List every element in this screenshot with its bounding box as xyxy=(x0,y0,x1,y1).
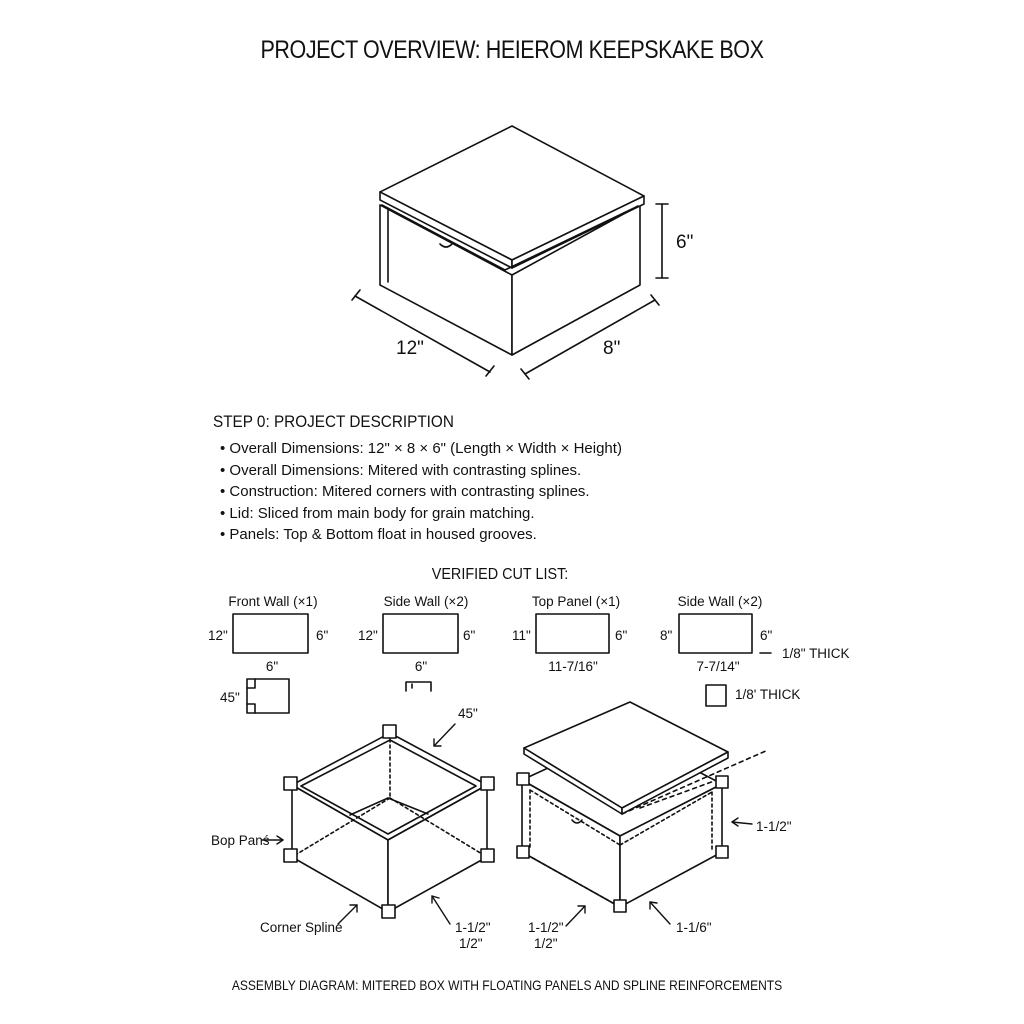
assembly-angle-label: 45" xyxy=(458,706,478,721)
lidded-box-assembly xyxy=(517,702,768,912)
cut-left-dim: 8" xyxy=(660,628,673,643)
height-label: 6" xyxy=(676,232,694,253)
miter-detail xyxy=(247,679,289,713)
length-label: 12" xyxy=(396,338,424,359)
cut-bottom-dim: 6" xyxy=(414,659,428,674)
description-item: • Construction: Mitered corners with contrasting splines. xyxy=(220,481,622,503)
dimension-label: 1/2" xyxy=(534,936,558,951)
dimension-label: 1-1/6" xyxy=(676,920,712,935)
hero-box xyxy=(380,126,644,355)
cut-right-dim: 6" xyxy=(463,628,476,643)
description-item: • Panels: Top & Bottom float in housed grooves. xyxy=(220,524,622,546)
dimension-label: 1-1/2" xyxy=(528,920,564,935)
cut-list-heading: VERIFIED CUT LIST: xyxy=(431,566,569,583)
cut-bottom-dim: 7-7/14" xyxy=(696,659,740,674)
dimension-label: 1-1/2" xyxy=(455,920,491,935)
dimension-label: 1/2" xyxy=(459,936,483,951)
cut-top-panel-rect xyxy=(536,614,609,653)
description-item: • Lid: Sliced from main body for grain matching. xyxy=(220,503,622,525)
thickness-swatch xyxy=(706,685,726,706)
cut-part-name: Side Wall (×2) xyxy=(383,594,469,609)
cut-part-name: Front Wall (×1) xyxy=(228,594,318,609)
cut-bottom-dim: 11-7/16" xyxy=(548,659,598,674)
cut-part-name: Top Panel (×1) xyxy=(531,594,621,609)
cut-left-dim: 12" xyxy=(208,628,228,643)
page-title: PROJECT OVERVIEW: HEIEROM KEEPSKAKE BOX xyxy=(260,36,764,64)
corner-spline-label: Corner Spline xyxy=(260,920,343,935)
bottom-panel-label: Bop Pan‌ś xyxy=(211,833,270,848)
miter-angle-label: 45" xyxy=(220,690,240,705)
cut-right-dim: 6" xyxy=(760,628,773,643)
width-label: 8" xyxy=(603,338,621,359)
description-list xyxy=(220,438,622,546)
description-item: • Overall Dimensions: Mitered with contrasting splines. xyxy=(220,460,622,482)
dimension-label: 1-1/2" xyxy=(756,819,792,834)
cut-right-dim: 6" xyxy=(615,628,628,643)
cut-side-wall-2-rect xyxy=(679,614,752,653)
cut-front-wall-rect xyxy=(233,614,308,653)
groove-detail xyxy=(406,682,431,691)
cut-part-name: Side Wall (×2) xyxy=(677,594,763,609)
cut-left-dim: 12" xyxy=(358,628,378,643)
footer-caption: ASSEMBLY DIAGRAM: MITERED BOX WITH FLOATING PANELS AND SPLINE REINFORCEMENTS xyxy=(231,977,783,993)
open-box-assembly xyxy=(284,725,494,918)
thickness-label: 1/8' THICK xyxy=(735,687,801,702)
cut-right-dim: 6" xyxy=(316,628,329,643)
cut-side-wall-rect xyxy=(383,614,458,653)
step-heading: STEP 0: PROJECT DESCRIPTION xyxy=(213,412,454,431)
cut-bottom-dim: 6" xyxy=(265,659,279,674)
description-item: • Overall Dimensions: 12" × 8 × 6" (Length × Width × Height) xyxy=(220,438,622,460)
thickness-label: 1/8" THICK xyxy=(782,646,850,661)
cut-left-dim: 11" xyxy=(512,628,531,643)
height-dimension xyxy=(656,204,668,278)
